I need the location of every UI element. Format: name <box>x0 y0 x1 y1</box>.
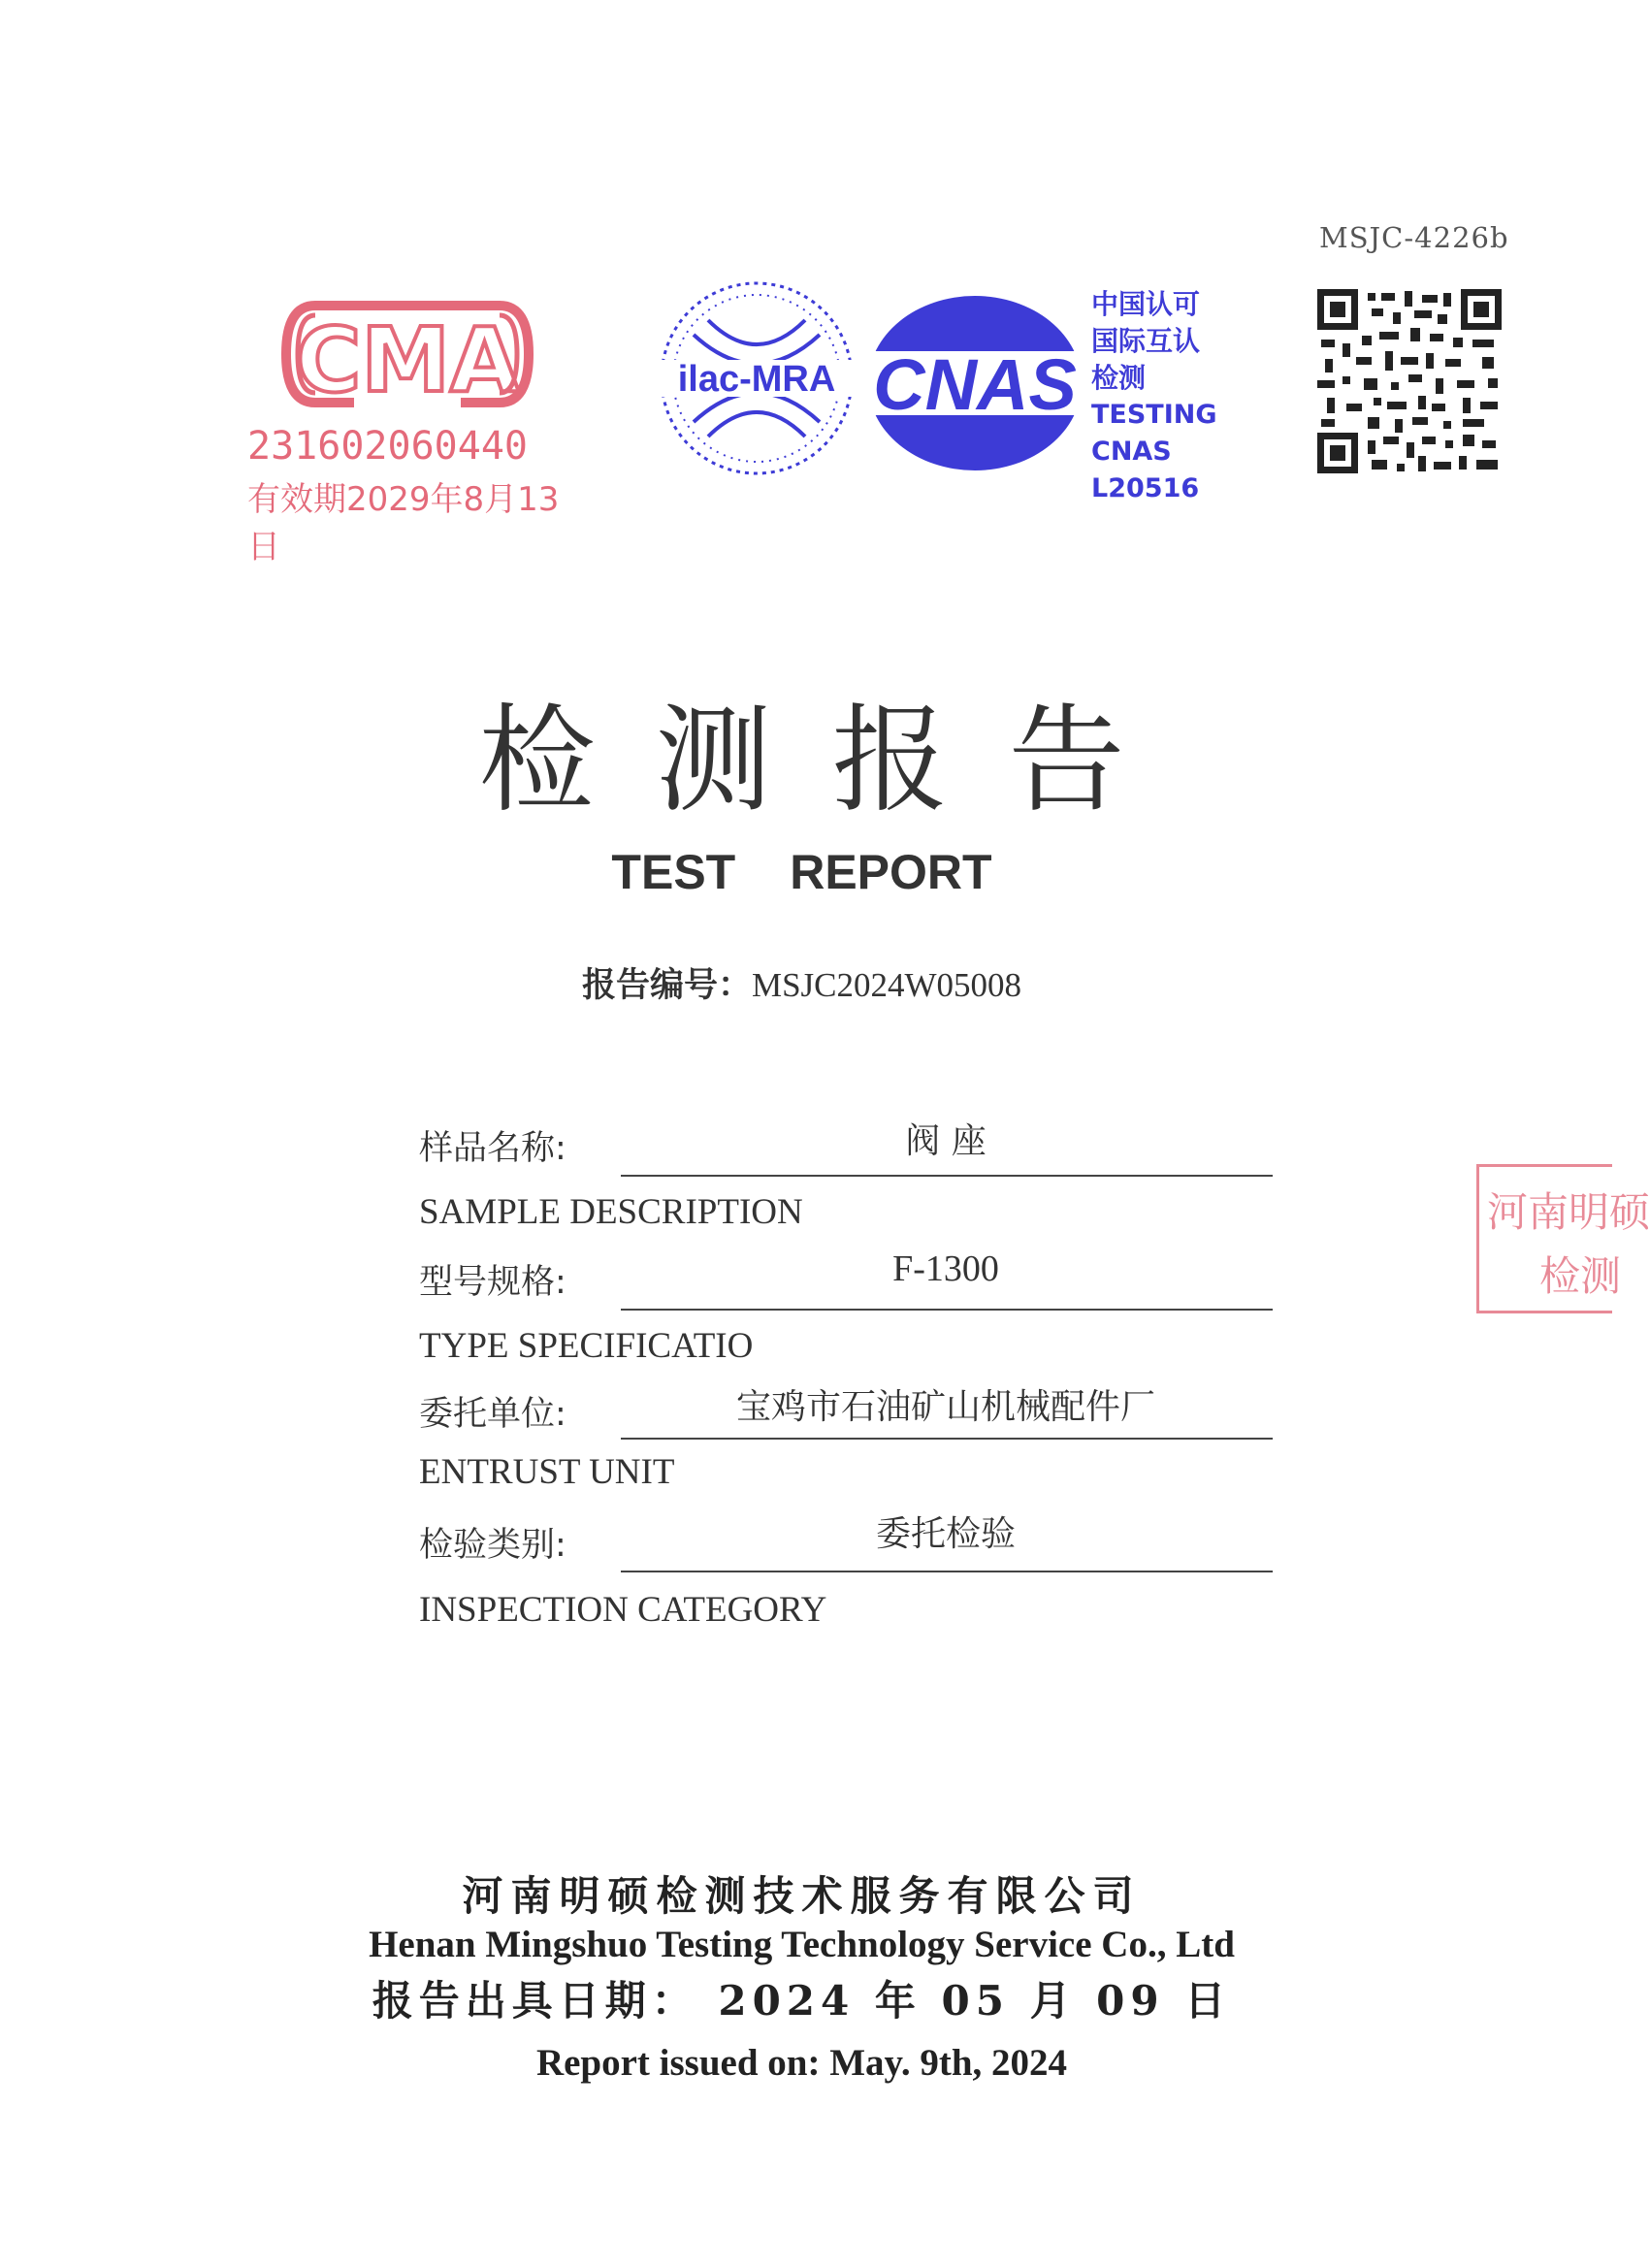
company-name-en: Henan Mingshuo Testing Technology Service Co., Ltd <box>369 1924 1235 1965</box>
category-label-en: INSPECTION CATEGORY <box>419 1590 827 1630</box>
cnas-logo-icon <box>858 291 1091 475</box>
cma-logo-icon <box>276 286 538 422</box>
category-underline <box>621 1571 1273 1572</box>
cnas-caption-number: CNAS L20516 <box>1091 437 1200 503</box>
cnas-caption-testing: TESTING <box>1091 400 1217 430</box>
company-stamp-line2: 检测 <box>1539 1252 1622 1300</box>
cma-validity: 有效期2029年8月13日 <box>247 480 560 567</box>
entrust-underline <box>621 1438 1273 1440</box>
ilac-mra-logo-icon <box>655 276 858 480</box>
cma-logo-text: CMA <box>295 308 520 412</box>
issue-date-cn: 报告出具日期： 2024 年 05 月 09 日 <box>372 1977 1232 2025</box>
company-stamp-line1: 河南明硕 <box>1487 1188 1650 1236</box>
cnas-logo-text: CNAS <box>873 344 1077 425</box>
entrust-value: 宝鸡市石油矿山机械配件厂 <box>735 1387 1155 1427</box>
cnas-caption-line3: 检测 <box>1091 362 1147 394</box>
ilac-text: ilac-MRA <box>677 359 836 400</box>
sample-underline <box>621 1175 1273 1177</box>
category-value: 委托检验 <box>875 1514 1016 1554</box>
type-label-en: TYPE SPECIFICATIO <box>419 1326 754 1366</box>
report-number <box>0 958 1603 1007</box>
company-name-cn: 河南明硕检测技术服务有限公司 <box>462 1872 1142 1920</box>
qr-code-icon <box>1317 289 1502 473</box>
report-number-label: 报告编号： <box>581 966 752 1005</box>
sample-label-en: SAMPLE DESCRIPTION <box>419 1192 803 1232</box>
cnas-caption-line2: 国际互认 <box>1091 325 1201 357</box>
report-number-value: MSJC2024W05008 <box>751 966 1022 1004</box>
sample-label-cn: 样品名称: <box>419 1129 566 1168</box>
accreditation-marks <box>655 276 1237 503</box>
cnas-caption-line1: 中国认可 <box>1091 288 1201 320</box>
company-stamp <box>1476 1164 1650 1313</box>
report-title-en-word2: REPORT <box>790 845 992 899</box>
cma-seal <box>247 286 567 567</box>
type-underline <box>621 1309 1273 1311</box>
issue-date-en: Report issued on: May. 9th, 2024 <box>535 2042 1068 2084</box>
category-label-cn: 检验类别: <box>419 1526 566 1565</box>
document-code: MSJC-4226b <box>1319 221 1509 254</box>
report-title-en <box>0 844 1603 900</box>
entrust-label-cn: 委托单位: <box>419 1395 566 1434</box>
sample-value: 阀 座 <box>905 1121 987 1161</box>
cma-number: 231602060440 <box>247 424 528 469</box>
report-title-en-word1: TEST <box>611 845 736 899</box>
report-title-cn: 检测报告 <box>478 694 1185 828</box>
type-label-cn: 型号规格: <box>419 1263 566 1302</box>
cnas-caption <box>1091 286 1237 507</box>
entrust-label-en: ENTRUST UNIT <box>419 1452 675 1492</box>
type-value: F-1300 <box>892 1248 999 1289</box>
